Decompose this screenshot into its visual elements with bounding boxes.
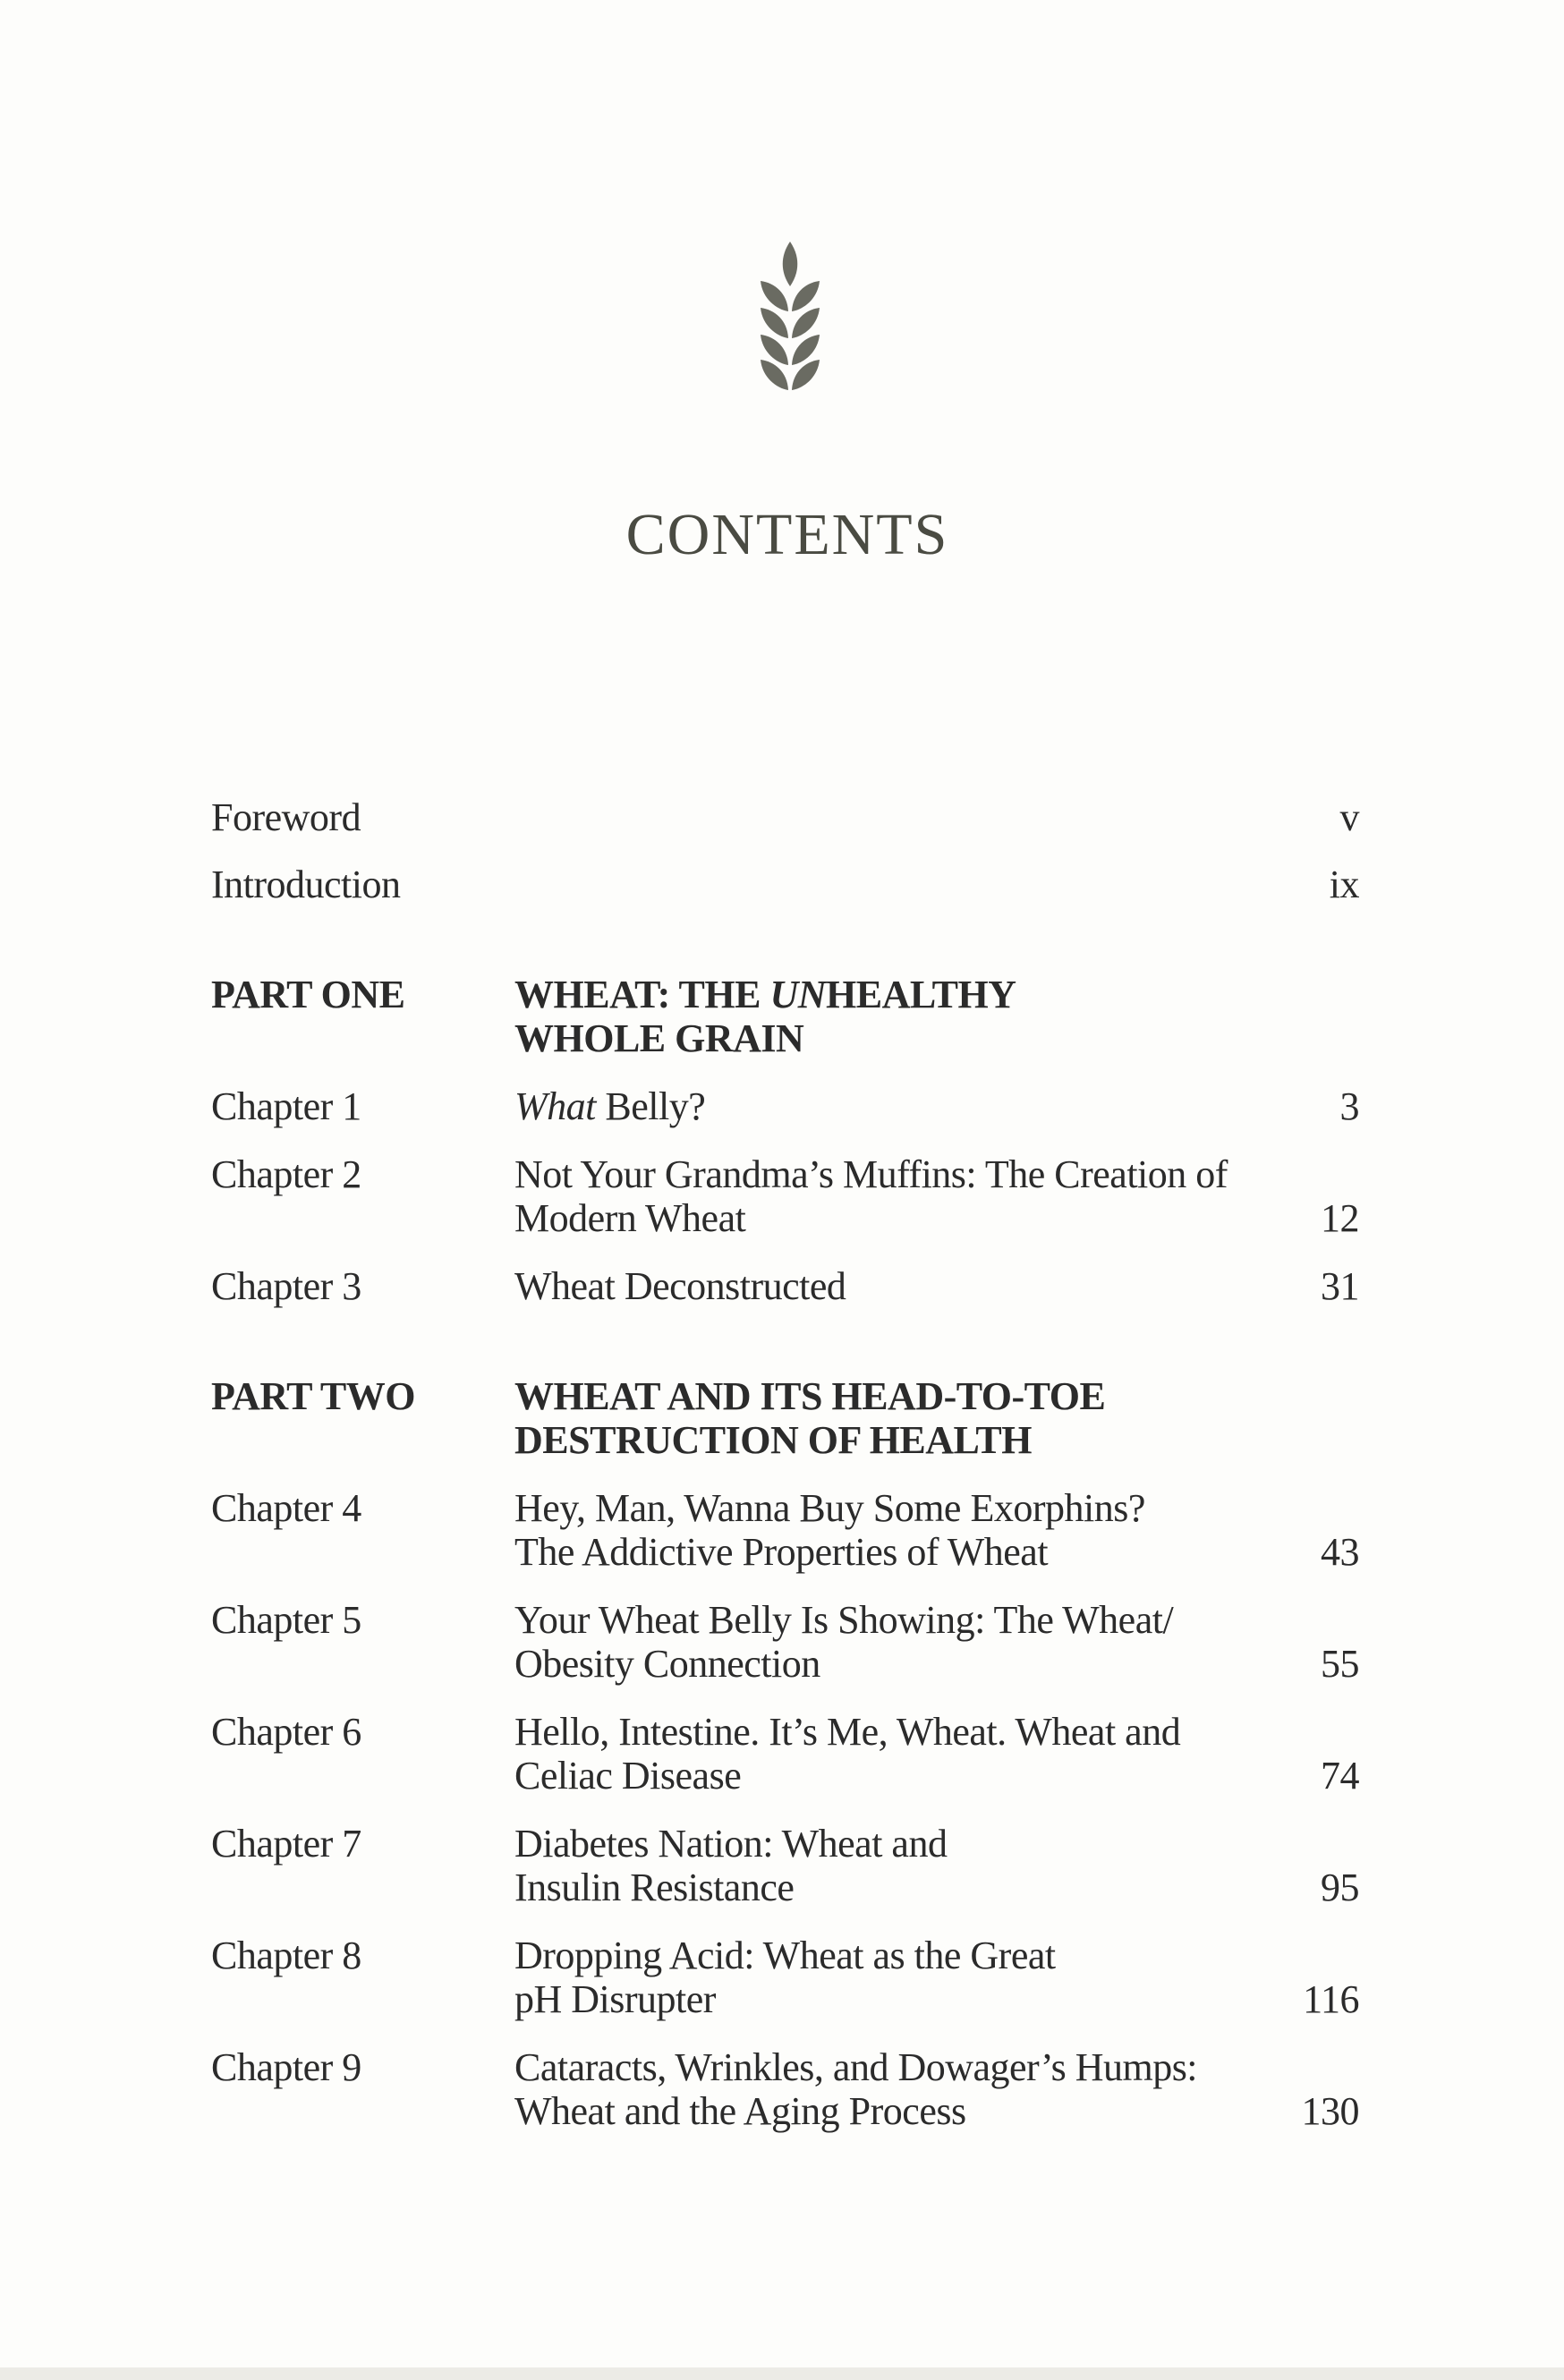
page-number: 95	[1321, 1866, 1359, 1909]
entry-title-line	[514, 1016, 1305, 1060]
entry-title-line	[514, 1598, 1305, 1642]
text: WHEAT AND ITS HEAD-TO-TOE	[514, 1374, 1106, 1418]
entry-title	[514, 1374, 1305, 1462]
entry-label: Chapter 5	[211, 1598, 361, 1642]
toc-entry	[211, 1710, 1359, 1798]
page-title: CONTENTS	[625, 502, 949, 567]
text: Dropping Acid: Wheat as the Great	[514, 1934, 1056, 1977]
toc-entry	[211, 1084, 1359, 1128]
page-number: 130	[1301, 2089, 1359, 2133]
text: Not Your Grandma’s Muffins: The Creation of	[514, 1152, 1228, 1196]
italic-text: UN	[769, 973, 827, 1016]
page-number: v	[1339, 795, 1359, 839]
text: Wheat and the Aging Process	[514, 2089, 966, 2133]
text: The Addictive Properties of Wheat	[514, 1530, 1049, 1574]
toc-entry	[211, 2045, 1359, 2133]
entry-title-line	[514, 1264, 1305, 1308]
entry-label: Chapter 7	[211, 1822, 361, 1866]
text: pH Disrupter	[514, 1977, 716, 2021]
toc-entry	[211, 795, 1359, 839]
toc-entry	[211, 1486, 1359, 1574]
entry-title-line	[514, 1374, 1305, 1418]
table-of-contents	[211, 795, 1359, 2157]
text: Wheat Deconstructed	[514, 1264, 846, 1308]
entry-title	[514, 1084, 1305, 1128]
entry-title	[514, 1934, 1303, 2021]
toc-entry	[211, 1822, 1359, 1909]
toc-entry	[211, 863, 1359, 906]
toc-entry	[211, 1152, 1359, 1240]
entry-title-line	[514, 1152, 1305, 1196]
text: HEALTHY	[826, 973, 1016, 1016]
text: Belly?	[595, 1084, 706, 1128]
entry-title-line	[514, 1530, 1305, 1574]
text: Cataracts, Wrinkles, and Dowager’s Humps:	[514, 2045, 1198, 2089]
entry-title-line	[514, 1710, 1305, 1754]
toc-entry	[211, 1934, 1359, 2021]
entry-label: Chapter 4	[211, 1486, 361, 1530]
page-number: 55	[1321, 1642, 1359, 1686]
entry-title-line	[514, 1822, 1305, 1866]
text: Diabetes Nation: Wheat and	[514, 1822, 948, 1866]
entry-title-line	[514, 1486, 1305, 1530]
entry-label: Foreword	[211, 795, 361, 839]
entry-title-line	[514, 1866, 1305, 1909]
wheat-stalk-icon	[750, 240, 830, 392]
entry-title	[514, 1822, 1305, 1909]
entry-label: Chapter 8	[211, 1934, 361, 1977]
entry-title-line	[514, 1977, 1303, 2021]
entry-title-line	[514, 1418, 1305, 1462]
entry-title	[514, 1710, 1305, 1798]
text: DESTRUCTION OF HEALTH	[514, 1418, 1032, 1462]
entry-title-line	[514, 973, 1305, 1016]
entry-title-line	[514, 2045, 1302, 2089]
page-number: 31	[1321, 1264, 1359, 1308]
entry-title-line	[514, 1196, 1305, 1240]
entry-title	[514, 1598, 1305, 1686]
text: Hey, Man, Wanna Buy Some Exorphins?	[514, 1486, 1145, 1530]
entry-label: Chapter 6	[211, 1710, 361, 1754]
entry-title	[514, 1152, 1305, 1240]
text: Insulin Resistance	[514, 1866, 795, 1909]
entry-title	[514, 1486, 1305, 1574]
entry-label: Chapter 1	[211, 1084, 361, 1128]
text: WHOLE GRAIN	[514, 1016, 804, 1060]
text: Modern Wheat	[514, 1196, 746, 1240]
entry-title-line	[514, 1934, 1303, 1977]
entry-label: PART TWO	[211, 1374, 415, 1418]
page-number: 116	[1303, 1977, 1359, 2021]
entry-title-line	[514, 2089, 1302, 2133]
italic-text: What	[514, 1084, 596, 1128]
entry-label: Chapter 9	[211, 2045, 361, 2089]
text: Your Wheat Belly Is Showing: The Wheat/	[514, 1598, 1174, 1642]
page-number: 43	[1321, 1530, 1359, 1574]
page-number: ix	[1329, 863, 1359, 906]
toc-entry	[211, 1598, 1359, 1686]
page-number: 12	[1321, 1196, 1359, 1240]
entry-title	[514, 1264, 1305, 1308]
entry-label: PART ONE	[211, 973, 405, 1016]
entry-label: Introduction	[211, 863, 401, 906]
toc-part-heading	[211, 1374, 1359, 1462]
entry-title-line	[514, 1084, 1305, 1128]
text: Obesity Connection	[514, 1642, 820, 1686]
text: Hello, Intestine. It’s Me, Wheat. Wheat and	[514, 1710, 1181, 1754]
entry-title	[514, 973, 1305, 1060]
page-number: 74	[1321, 1754, 1359, 1798]
toc-part-heading	[211, 973, 1359, 1060]
toc-entry	[211, 1264, 1359, 1308]
page-number: 3	[1339, 1084, 1359, 1128]
text: WHEAT: THE	[514, 973, 770, 1016]
entry-title-line	[514, 1754, 1305, 1798]
page-edge	[0, 2367, 1564, 2380]
text: Celiac Disease	[514, 1754, 742, 1798]
entry-label: Chapter 3	[211, 1264, 361, 1308]
entry-label: Chapter 2	[211, 1152, 361, 1196]
entry-title-line	[514, 1642, 1305, 1686]
entry-title	[514, 2045, 1302, 2133]
